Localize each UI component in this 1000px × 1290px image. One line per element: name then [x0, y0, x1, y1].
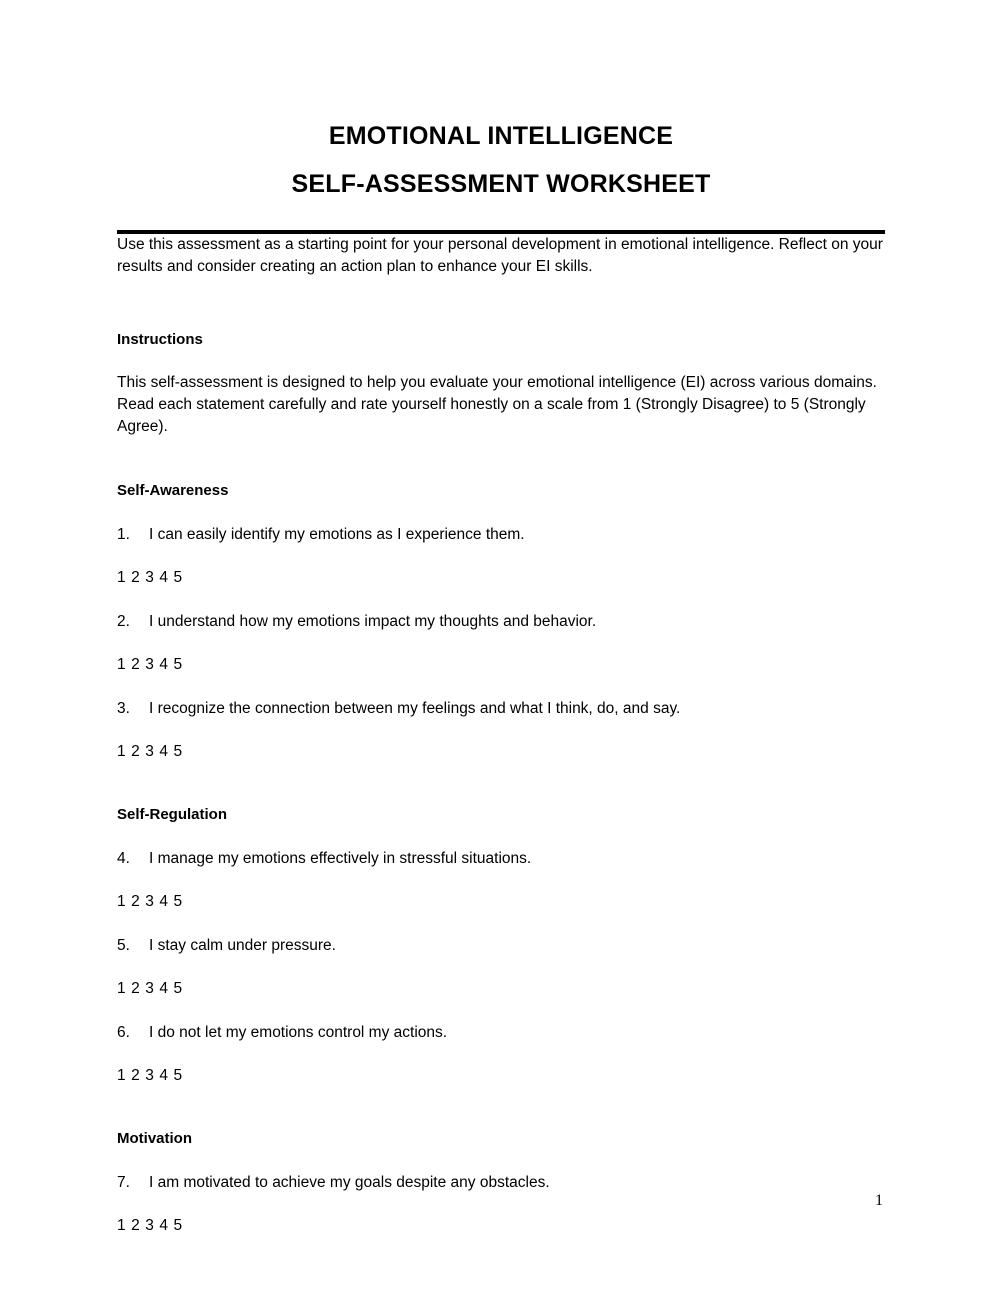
question-item: [117, 699, 885, 762]
rating-scale[interactable]: 1 2 3 4 5: [117, 656, 183, 673]
assessment-section: [117, 481, 885, 762]
question-line: [117, 849, 885, 869]
question-number: 4.: [117, 850, 130, 867]
document-title-line-2: SELF-ASSESSMENT WORKSHEET: [291, 170, 711, 198]
question-number: 6.: [117, 1024, 130, 1041]
document-title-line-1: EMOTIONAL INTELLIGENCE: [328, 122, 674, 150]
question-line: [117, 1173, 885, 1193]
intro-paragraph: Use this assessment as a starting point for your personal development in emotional intelligence. Reflect on your results and consider creating an action plan to enhance your EI skills.: [117, 236, 883, 275]
rating-scale[interactable]: 1 2 3 4 5: [117, 980, 183, 997]
section-heading: Self-Awareness: [117, 482, 229, 499]
question-item: [117, 612, 885, 675]
instructions-heading: Instructions: [117, 331, 203, 348]
assessment-sections: [117, 481, 885, 1236]
question-number: 3.: [117, 700, 130, 717]
question-number: 2.: [117, 613, 130, 630]
question-line: [117, 525, 885, 545]
question-text: I can easily identify my emotions as I experience them.: [149, 526, 525, 543]
question-text: I stay calm under pressure.: [149, 937, 336, 954]
assessment-section: [117, 1129, 885, 1236]
instructions-paragraph: This self-assessment is designed to help you evaluate your emotional intelligence (EI) across various domains. Read each statement carefully and rate yourself honestly on a scale from 1 (Strongly Disagree) to 5 (Strongly Agree).: [117, 374, 877, 435]
page-number: 1: [875, 1192, 883, 1209]
rating-scale[interactable]: 1 2 3 4 5: [117, 743, 183, 760]
question-number: 5.: [117, 937, 130, 954]
question-line: [117, 936, 885, 956]
question-number: 1.: [117, 526, 130, 543]
rating-scale[interactable]: 1 2 3 4 5: [117, 569, 183, 586]
question-item: [117, 525, 885, 588]
question-list: [117, 525, 885, 762]
question-line: [117, 1023, 885, 1043]
question-text: I understand how my emotions impact my thoughts and behavior.: [149, 613, 597, 630]
question-text: I do not let my emotions control my actions.: [149, 1024, 448, 1041]
question-text: I recognize the connection between my feelings and what I think, do, and say.: [149, 700, 681, 717]
question-line: [117, 699, 885, 719]
question-item: [117, 1023, 885, 1086]
question-line: [117, 612, 885, 632]
question-item: [117, 936, 885, 999]
question-item: [117, 849, 885, 912]
rating-scale[interactable]: 1 2 3 4 5: [117, 1217, 183, 1234]
assessment-section: [117, 805, 885, 1086]
question-text: I am motivated to achieve my goals despite any obstacles.: [149, 1174, 550, 1191]
question-text: I manage my emotions effectively in stressful situations.: [149, 850, 532, 867]
page-content: [117, 0, 885, 1236]
rating-scale[interactable]: 1 2 3 4 5: [117, 893, 183, 910]
question-number: 7.: [117, 1174, 130, 1191]
rating-scale[interactable]: 1 2 3 4 5: [117, 1067, 183, 1084]
section-heading: Self-Regulation: [117, 806, 228, 823]
question-list: [117, 1173, 885, 1236]
question-list: [117, 849, 885, 1086]
question-item: [117, 1173, 885, 1236]
title-block: [117, 0, 885, 234]
section-heading: Motivation: [117, 1130, 192, 1147]
